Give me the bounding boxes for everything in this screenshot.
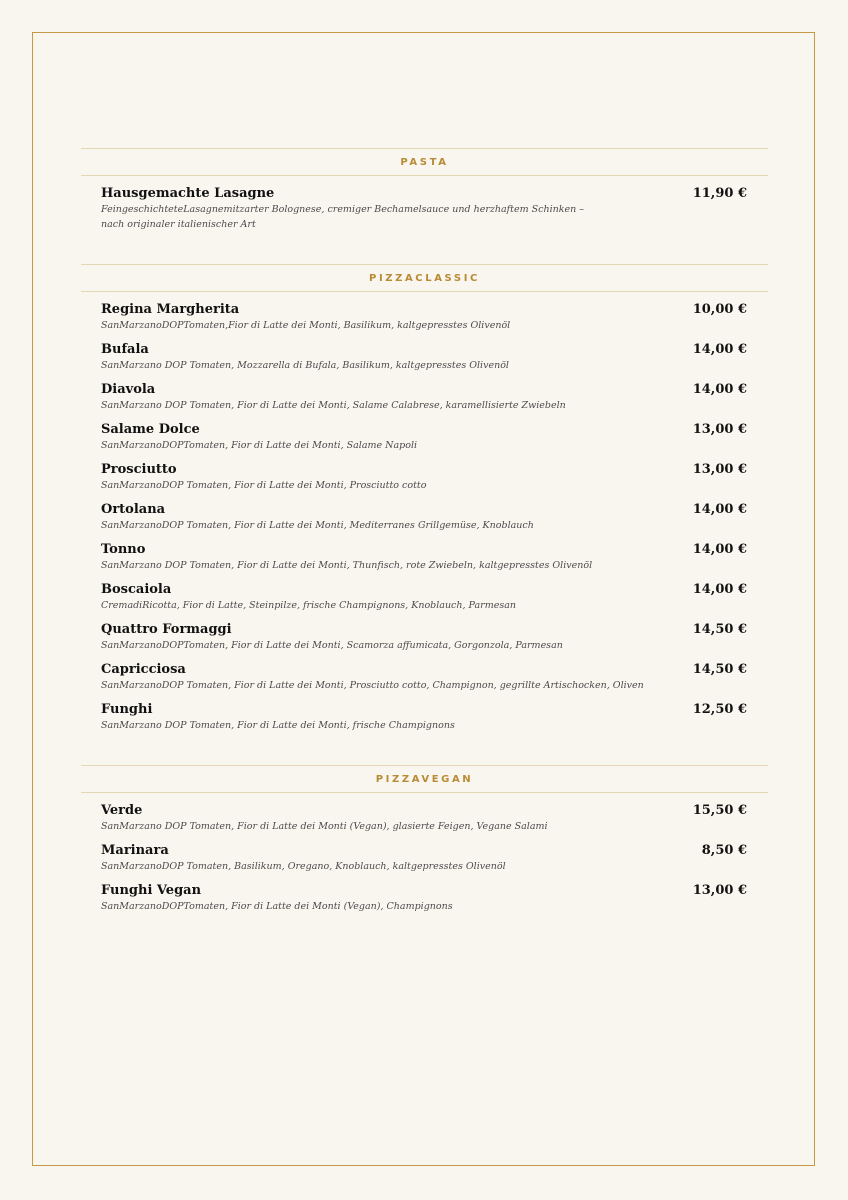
item-price: 13,00 € <box>692 422 747 437</box>
item-price: 14,00 € <box>692 502 747 517</box>
item-price: 13,00 € <box>692 462 747 477</box>
menu-item <box>101 461 747 493</box>
menu-item <box>101 701 747 733</box>
item-list <box>81 793 768 926</box>
item-name: Regina Margherita <box>101 302 240 317</box>
item-name: Verde <box>101 803 143 818</box>
section-header <box>81 765 768 793</box>
item-description: SanMarzanoDOPTomaten, Fior di Latte dei Monti, Scamorza affumicata, Gorgonzola, Parmesan <box>101 640 563 651</box>
item-price: 14,50 € <box>692 622 747 637</box>
menu-item <box>101 802 747 834</box>
item-name: Capricciosa <box>101 662 186 677</box>
item-text <box>101 842 601 874</box>
item-text <box>101 501 601 533</box>
item-text <box>101 621 601 653</box>
item-text <box>101 701 601 733</box>
menu-item <box>101 381 747 413</box>
menu <box>81 148 768 946</box>
item-text <box>101 882 601 914</box>
item-description: SanMarzano DOP Tomaten, Fior di Latte dei Monti, Thunfisch, rote Zwiebeln, kaltgepresstes Olivenöl <box>101 560 593 571</box>
item-name: Quattro Formaggi <box>101 622 232 637</box>
item-name: Boscaiola <box>101 582 172 597</box>
item-price: 14,50 € <box>692 662 747 677</box>
item-text <box>101 301 601 333</box>
item-description: CremadiRicotta, Fior di Latte, Steinpilze, frische Champignons, Knoblauch, Parmesan <box>101 600 516 611</box>
section-title: PIZZACLASSIC <box>369 272 480 284</box>
section-header <box>81 148 768 176</box>
item-description: SanMarzanoDOPTomaten, Fior di Latte dei Monti (Vegan), Champignons <box>101 901 453 912</box>
menu-item <box>101 421 747 453</box>
item-price: 12,50 € <box>692 702 747 717</box>
item-name: Ortolana <box>101 502 166 517</box>
item-description: SanMarzano DOP Tomaten, Fior di Latte dei Monti, frische Champignons <box>101 720 455 731</box>
item-name: Marinara <box>101 843 169 858</box>
menu-item <box>101 882 747 914</box>
section-title: PASTA <box>400 156 449 168</box>
section-pasta <box>81 148 768 244</box>
section-title: PIZZAVEGAN <box>375 773 474 785</box>
item-description: SanMarzanoDOP Tomaten, Fior di Latte dei Monti, Prosciutto cotto <box>101 480 427 491</box>
item-text <box>101 185 601 232</box>
item-price: 8,50 € <box>701 843 747 858</box>
item-name: Salame Dolce <box>101 422 200 437</box>
item-text <box>101 802 601 834</box>
item-name: Diavola <box>101 382 156 397</box>
menu-item <box>101 341 747 373</box>
menu-item <box>101 581 747 613</box>
menu-item <box>101 842 747 874</box>
item-name: Tonno <box>101 542 146 557</box>
item-price: 14,00 € <box>692 542 747 557</box>
item-description: SanMarzanoDOP Tomaten, Fior di Latte dei Monti, Prosciutto cotto, Champignon, gegrillte Artischocken, Oliven <box>101 680 644 691</box>
item-text <box>101 661 661 693</box>
item-price: 11,90 € <box>692 186 747 201</box>
item-price: 13,00 € <box>692 883 747 898</box>
item-name: Funghi <box>101 702 153 717</box>
item-name: Prosciutto <box>101 462 177 477</box>
item-description: FeingeschichteteLasagnemitzarter Bolognese, cremiger Bechamelsauce und herzhaftem Schinken – nach originaler italienischer Art <box>101 204 585 230</box>
menu-item <box>101 501 747 533</box>
item-description: SanMarzanoDOPTomaten, Fior di Latte dei Monti, Salame Napoli <box>101 440 418 451</box>
item-text <box>101 581 601 613</box>
item-text <box>101 341 601 373</box>
item-price: 14,00 € <box>692 382 747 397</box>
item-price: 15,50 € <box>692 803 747 818</box>
item-text <box>101 541 601 573</box>
item-text <box>101 381 601 413</box>
item-name: Funghi Vegan <box>101 883 202 898</box>
item-description: SanMarzanoDOP Tomaten, Basilikum, Oregano, Knoblauch, kaltgepresstes Olivenöl <box>101 861 506 872</box>
section-header <box>81 264 768 292</box>
item-text <box>101 461 601 493</box>
item-name: Hausgemachte Lasagne <box>101 186 275 201</box>
menu-item <box>101 661 747 693</box>
item-description: SanMarzanoDOPTomaten,Fior di Latte dei Monti, Basilikum, kaltgepresstes Olivenöl <box>101 320 511 331</box>
item-description: SanMarzanoDOP Tomaten, Fior di Latte dei Monti, Mediterranes Grillgemüse, Knoblauch <box>101 520 534 531</box>
item-text <box>101 421 601 453</box>
item-description: SanMarzano DOP Tomaten, Mozzarella di Bufala, Basilikum, kaltgepresstes Olivenöl <box>101 360 509 371</box>
item-price: 14,00 € <box>692 342 747 357</box>
item-price: 10,00 € <box>692 302 747 317</box>
menu-item <box>101 301 747 333</box>
section-pizzaclassic <box>81 264 768 745</box>
menu-item <box>101 541 747 573</box>
item-list <box>81 292 768 745</box>
item-description: SanMarzano DOP Tomaten, Fior di Latte dei Monti (Vegan), glasierte Feigen, Vegane Salami <box>101 821 548 832</box>
item-price: 14,00 € <box>692 582 747 597</box>
menu-item <box>101 185 747 232</box>
item-description: SanMarzano DOP Tomaten, Fior di Latte dei Monti, Salame Calabrese, karamellisierte Zwiebeln <box>101 400 566 411</box>
menu-item <box>101 621 747 653</box>
item-list <box>81 176 768 244</box>
section-pizzavegan <box>81 765 768 926</box>
item-name: Bufala <box>101 342 149 357</box>
